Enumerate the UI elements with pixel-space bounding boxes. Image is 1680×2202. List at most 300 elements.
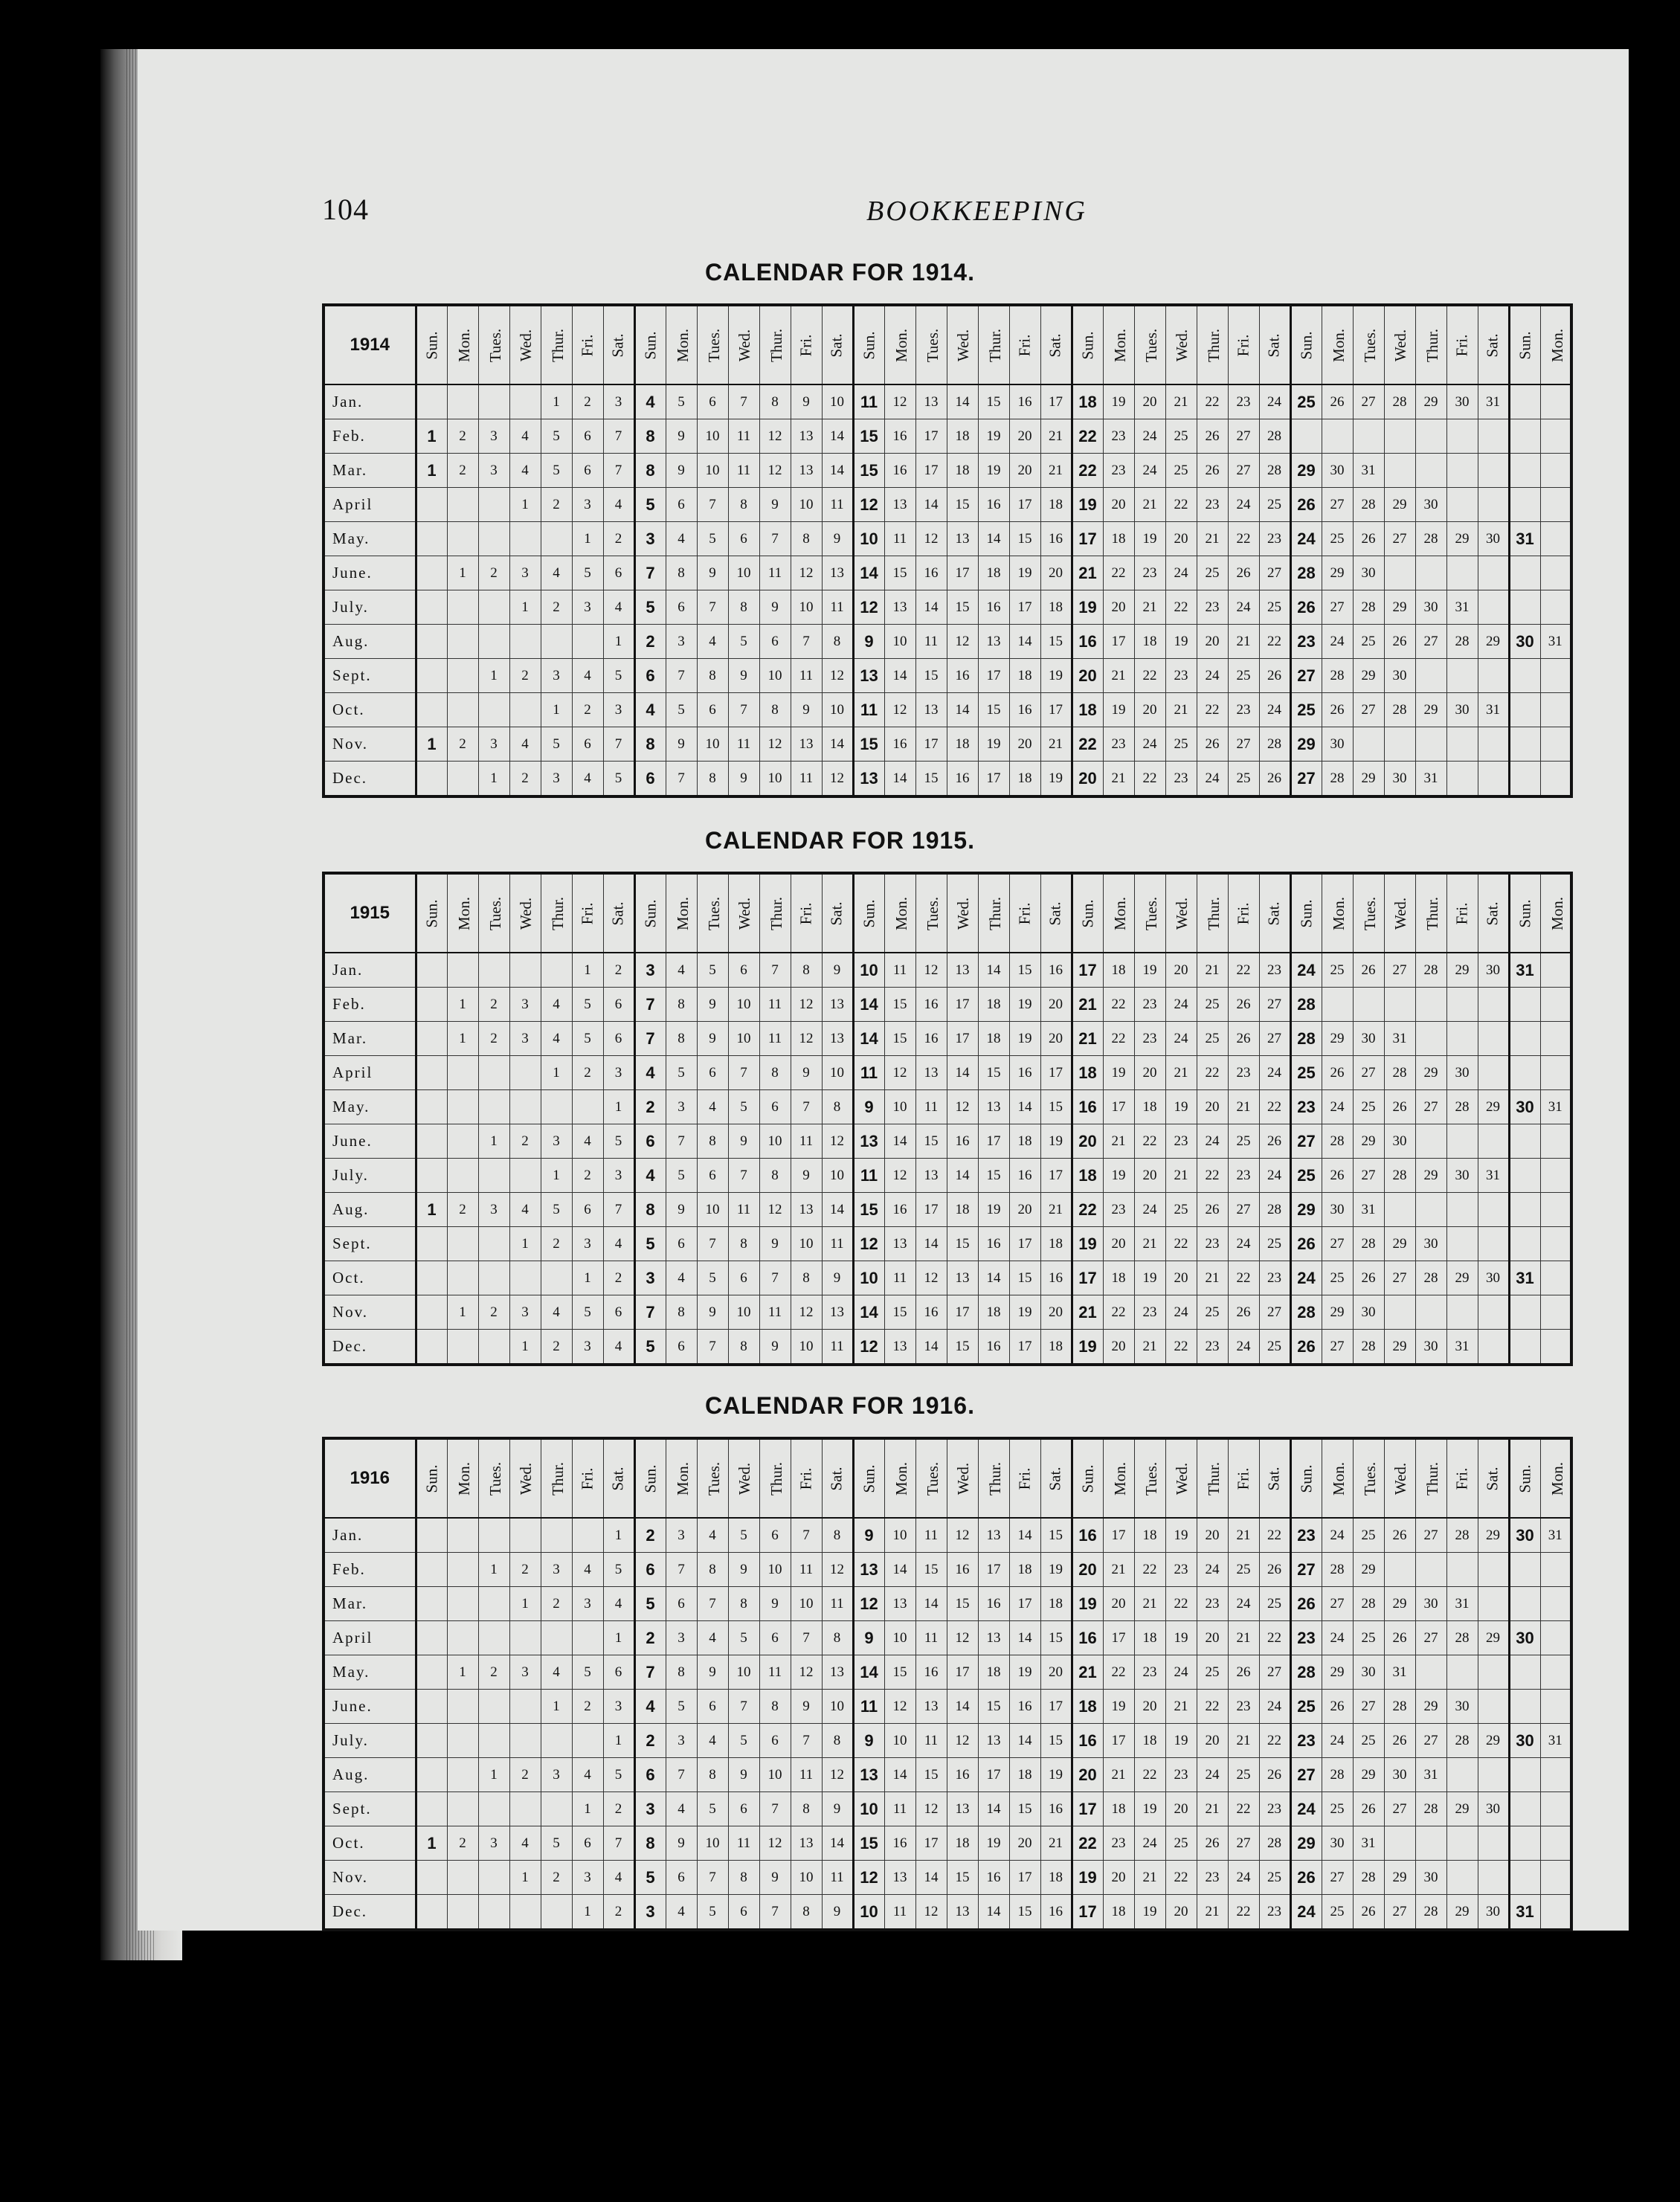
day-header	[572, 305, 603, 384]
day-cell: 23	[1259, 522, 1290, 556]
day-cell	[1415, 1553, 1446, 1587]
day-cell: 12	[915, 1261, 947, 1295]
day-cell: 13	[947, 953, 978, 988]
day-cell	[447, 1758, 478, 1792]
day-cell: 26	[1197, 419, 1228, 454]
day-header-label: Tues.	[923, 328, 942, 362]
day-cell: 24	[1197, 762, 1228, 797]
day-cell: 11	[915, 1090, 947, 1124]
day-cell	[1509, 488, 1540, 522]
day-cell: 24	[1290, 1261, 1322, 1295]
day-cell: 27	[1228, 1193, 1259, 1227]
day-cell	[509, 1621, 541, 1655]
day-header	[1009, 305, 1040, 384]
day-cell: 13	[791, 1193, 822, 1227]
day-cell: 5	[697, 1261, 728, 1295]
day-cell: 22	[1228, 1792, 1259, 1826]
day-cell: 23	[1165, 1553, 1197, 1587]
day-cell: 27	[1322, 1227, 1353, 1261]
day-cell	[416, 1227, 447, 1261]
day-cell: 13	[947, 1261, 978, 1295]
day-cell: 10	[759, 1553, 791, 1587]
day-cell: 18	[1103, 1261, 1134, 1295]
day-header	[447, 1438, 478, 1518]
day-cell: 20	[1040, 1295, 1072, 1330]
day-header	[603, 873, 634, 953]
calendar-table-1916	[322, 1437, 1573, 1931]
day-cell: 10	[728, 556, 759, 590]
day-cell: 19	[1009, 556, 1040, 590]
day-cell: 13	[915, 1056, 947, 1090]
day-cell: 8	[791, 1261, 822, 1295]
day-cell: 12	[822, 1124, 853, 1159]
day-cell	[509, 1792, 541, 1826]
day-cell: 30	[1415, 590, 1446, 625]
day-cell: 16	[1072, 1724, 1103, 1758]
day-cell: 5	[603, 1758, 634, 1792]
day-cell: 31	[1540, 1518, 1571, 1553]
day-cell	[416, 1621, 447, 1655]
day-cell: 7	[759, 953, 791, 988]
day-cell: 21	[1197, 522, 1228, 556]
day-cell: 6	[634, 1124, 666, 1159]
day-cell: 15	[915, 1124, 947, 1159]
day-cell: 22	[1165, 1861, 1197, 1895]
day-cell: 29	[1353, 762, 1384, 797]
day-cell: 14	[915, 1587, 947, 1621]
day-cell: 12	[853, 488, 884, 522]
day-cell: 12	[947, 1621, 978, 1655]
day-cell	[1446, 1553, 1478, 1587]
day-cell: 14	[1009, 1621, 1040, 1655]
day-cell: 20	[1072, 762, 1103, 797]
month-row	[324, 1724, 1571, 1758]
day-cell: 25	[1353, 625, 1384, 659]
day-cell: 8	[666, 556, 697, 590]
month-row	[324, 1895, 1571, 1931]
day-header	[1509, 873, 1540, 953]
day-cell: 26	[1353, 1261, 1384, 1295]
day-cell: 24	[1290, 1895, 1322, 1931]
day-cell: 12	[915, 1792, 947, 1826]
day-cell: 24	[1134, 419, 1165, 454]
day-cell: 25	[1165, 419, 1197, 454]
day-header	[884, 305, 915, 384]
day-header	[791, 305, 822, 384]
day-cell	[1540, 1792, 1571, 1826]
day-cell: 26	[1259, 1758, 1290, 1792]
day-cell: 11	[884, 1895, 915, 1931]
day-cell: 18	[978, 988, 1009, 1022]
day-cell: 13	[853, 659, 884, 693]
day-cell: 8	[634, 1193, 666, 1227]
day-cell	[1446, 1295, 1478, 1330]
day-cell	[1446, 1227, 1478, 1261]
day-cell: 21	[1134, 1227, 1165, 1261]
day-cell	[1540, 1295, 1571, 1330]
day-cell: 9	[791, 384, 822, 419]
day-cell: 2	[603, 953, 634, 988]
day-cell: 21	[1103, 659, 1134, 693]
day-cell: 19	[1072, 488, 1103, 522]
day-cell: 18	[1040, 590, 1072, 625]
month-label: Jan.	[324, 953, 416, 988]
day-cell: 26	[1353, 953, 1384, 988]
day-header	[1446, 305, 1478, 384]
day-cell: 16	[1040, 1261, 1072, 1295]
day-cell: 2	[509, 1124, 541, 1159]
day-cell: 9	[666, 1193, 697, 1227]
day-cell: 27	[1353, 693, 1384, 727]
day-cell: 9	[853, 1090, 884, 1124]
day-cell	[572, 625, 603, 659]
day-cell: 8	[728, 1587, 759, 1621]
day-cell	[1509, 1330, 1540, 1365]
day-header-label: Sun.	[1297, 1464, 1315, 1493]
day-cell: 19	[978, 454, 1009, 488]
day-header-label: Sun.	[1297, 331, 1315, 359]
day-cell: 5	[541, 454, 572, 488]
day-cell: 27	[1353, 1056, 1384, 1090]
day-cell: 20	[1197, 1090, 1228, 1124]
day-header-label: Wed.	[1172, 1462, 1191, 1495]
day-cell: 15	[978, 1690, 1009, 1724]
day-cell: 12	[853, 1861, 884, 1895]
day-cell: 3	[478, 1193, 509, 1227]
day-cell: 18	[1072, 1056, 1103, 1090]
day-cell: 21	[1072, 988, 1103, 1022]
day-cell	[1540, 1330, 1571, 1365]
day-cell: 12	[759, 419, 791, 454]
day-cell: 14	[822, 419, 853, 454]
day-cell: 19	[1009, 1022, 1040, 1056]
day-cell: 13	[791, 454, 822, 488]
day-cell: 1	[572, 1792, 603, 1826]
day-cell: 6	[666, 488, 697, 522]
day-cell: 2	[541, 1587, 572, 1621]
day-header-label: Mon.	[892, 896, 910, 930]
day-cell: 23	[1290, 1518, 1322, 1553]
day-cell: 6	[728, 1792, 759, 1826]
day-header-label: Sat.	[609, 332, 627, 358]
month-label: June.	[324, 556, 416, 590]
day-header-label: Thur.	[1423, 896, 1441, 930]
day-header-label: Sun.	[422, 1464, 440, 1493]
day-cell: 21	[1165, 384, 1197, 419]
day-cell	[541, 1090, 572, 1124]
day-cell: 6	[634, 659, 666, 693]
day-cell: 9	[759, 1227, 791, 1261]
day-cell	[1509, 1792, 1540, 1826]
day-cell: 25	[1290, 1159, 1322, 1193]
day-cell: 16	[978, 488, 1009, 522]
day-cell: 4	[541, 1022, 572, 1056]
day-cell: 4	[572, 1553, 603, 1587]
day-cell: 21	[1197, 1895, 1228, 1931]
day-cell: 28	[1353, 488, 1384, 522]
month-row	[324, 659, 1571, 693]
day-cell: 30	[1478, 1895, 1509, 1931]
day-header-label: Wed.	[1391, 897, 1409, 930]
day-cell: 14	[884, 1758, 915, 1792]
day-cell: 7	[791, 1724, 822, 1758]
day-cell: 2	[541, 590, 572, 625]
day-cell: 31	[1540, 1724, 1571, 1758]
day-header-label: Wed.	[1172, 897, 1191, 930]
day-cell: 30	[1415, 1330, 1446, 1365]
day-cell: 3	[666, 1724, 697, 1758]
day-header-label: Sat.	[1265, 1466, 1283, 1491]
day-header-label: Fri.	[1015, 1467, 1034, 1490]
day-cell: 20	[1009, 727, 1040, 762]
day-cell: 8	[666, 1655, 697, 1690]
day-cell: 11	[884, 522, 915, 556]
day-cell: 16	[915, 556, 947, 590]
day-cell: 3	[603, 693, 634, 727]
day-cell: 12	[947, 1724, 978, 1758]
day-cell: 14	[853, 1655, 884, 1690]
day-cell	[509, 1261, 541, 1295]
day-cell: 19	[1134, 1792, 1165, 1826]
day-cell: 17	[915, 419, 947, 454]
day-cell: 24	[1228, 1587, 1259, 1621]
day-cell: 2	[541, 1861, 572, 1895]
day-cell: 3	[603, 384, 634, 419]
day-cell: 31	[1384, 1655, 1415, 1690]
day-cell: 23	[1197, 1587, 1228, 1621]
day-cell: 22	[1165, 1587, 1197, 1621]
day-cell: 28	[1259, 419, 1290, 454]
day-header-label: Thur.	[767, 1461, 785, 1496]
day-cell: 11	[915, 1621, 947, 1655]
day-cell: 5	[634, 590, 666, 625]
day-cell: 19	[1134, 1261, 1165, 1295]
day-cell: 15	[978, 1056, 1009, 1090]
day-cell: 29	[1446, 1895, 1478, 1931]
day-cell: 14	[853, 988, 884, 1022]
day-cell: 13	[822, 1295, 853, 1330]
day-header	[1478, 1438, 1509, 1518]
day-cell: 10	[791, 1227, 822, 1261]
day-cell: 27	[1259, 556, 1290, 590]
day-cell: 10	[884, 1090, 915, 1124]
day-cell: 27	[1290, 1553, 1322, 1587]
day-header	[1259, 873, 1290, 953]
day-header-label: Tues.	[704, 328, 723, 362]
day-cell: 22	[1165, 488, 1197, 522]
day-cell: 8	[697, 1553, 728, 1587]
day-header	[1509, 305, 1540, 384]
day-cell: 31	[1384, 1022, 1415, 1056]
day-cell	[416, 1518, 447, 1553]
day-cell: 5	[666, 1159, 697, 1193]
day-cell: 28	[1384, 384, 1415, 419]
day-cell: 8	[634, 727, 666, 762]
day-cell: 24	[1197, 1758, 1228, 1792]
day-header	[666, 1438, 697, 1518]
day-cell	[416, 1724, 447, 1758]
month-label: Aug.	[324, 1193, 416, 1227]
day-cell: 9	[822, 1895, 853, 1931]
day-header-label: Tues.	[1360, 1461, 1379, 1496]
day-cell: 19	[1009, 988, 1040, 1022]
day-header-label: Mon.	[1110, 1461, 1129, 1496]
day-cell: 26	[1197, 1193, 1228, 1227]
day-cell: 3	[572, 1330, 603, 1365]
day-cell: 1	[509, 1587, 541, 1621]
day-cell: 8	[759, 1159, 791, 1193]
day-cell: 21	[1103, 1553, 1134, 1587]
month-row	[324, 488, 1571, 522]
month-label: Feb.	[324, 419, 416, 454]
day-cell: 29	[1446, 522, 1478, 556]
day-cell	[572, 1090, 603, 1124]
day-cell: 25	[1228, 659, 1259, 693]
month-row	[324, 1758, 1571, 1792]
day-header-label: Wed.	[953, 1462, 972, 1495]
day-cell	[478, 1792, 509, 1826]
day-cell: 16	[1009, 1159, 1040, 1193]
day-header	[1415, 305, 1446, 384]
day-cell: 30	[1478, 1792, 1509, 1826]
day-cell: 11	[822, 1227, 853, 1261]
day-cell: 10	[697, 1193, 728, 1227]
day-cell: 19	[978, 1826, 1009, 1861]
day-cell: 31	[1478, 693, 1509, 727]
day-cell: 10	[697, 454, 728, 488]
day-cell	[1509, 419, 1540, 454]
month-label: Aug.	[324, 625, 416, 659]
day-cell: 1	[416, 1826, 447, 1861]
month-row	[324, 1056, 1571, 1090]
day-cell	[1478, 659, 1509, 693]
day-cell: 6	[572, 1826, 603, 1861]
day-cell: 21	[1165, 1690, 1197, 1724]
day-header-label: Wed.	[1391, 1462, 1409, 1495]
day-cell: 8	[697, 762, 728, 797]
day-cell: 15	[1009, 953, 1040, 988]
day-cell: 20	[1134, 693, 1165, 727]
day-cell: 31	[1446, 590, 1478, 625]
day-cell: 13	[915, 1159, 947, 1193]
day-header-label: Thur.	[548, 1461, 567, 1496]
day-cell	[1446, 556, 1478, 590]
day-cell: 25	[1259, 590, 1290, 625]
day-header-label: Tues.	[923, 1461, 942, 1496]
day-cell: 7	[603, 1193, 634, 1227]
day-cell	[478, 1330, 509, 1365]
day-cell	[1540, 1193, 1571, 1227]
day-cell: 26	[1228, 1022, 1259, 1056]
day-cell: 10	[759, 1124, 791, 1159]
day-cell: 26	[1290, 590, 1322, 625]
day-cell: 25	[1353, 1621, 1384, 1655]
day-header-label: Sun.	[1516, 899, 1533, 927]
day-cell	[1478, 1193, 1509, 1227]
day-cell: 31	[1540, 1090, 1571, 1124]
day-cell: 2	[634, 1621, 666, 1655]
day-cell: 29	[1290, 1193, 1322, 1227]
day-cell	[447, 1792, 478, 1826]
day-cell: 17	[978, 1124, 1009, 1159]
day-cell: 5	[634, 1330, 666, 1365]
day-cell	[509, 1724, 541, 1758]
day-cell	[416, 1330, 447, 1365]
day-cell: 8	[822, 1621, 853, 1655]
day-cell: 11	[853, 1056, 884, 1090]
day-cell: 23	[1197, 488, 1228, 522]
day-cell: 4	[697, 625, 728, 659]
day-cell: 11	[728, 419, 759, 454]
day-cell: 14	[1009, 1724, 1040, 1758]
day-cell: 2	[447, 1193, 478, 1227]
day-cell: 1	[478, 659, 509, 693]
day-cell: 13	[853, 762, 884, 797]
day-cell: 12	[853, 590, 884, 625]
month-row	[324, 1690, 1571, 1724]
day-cell	[1540, 454, 1571, 488]
day-cell: 2	[572, 1690, 603, 1724]
day-cell: 16	[915, 1655, 947, 1690]
day-cell	[1415, 556, 1446, 590]
day-cell	[1478, 1330, 1509, 1365]
day-cell: 14	[915, 1330, 947, 1365]
day-header-label: Thur.	[1204, 1461, 1223, 1496]
day-cell: 29	[1322, 1022, 1353, 1056]
day-cell: 11	[759, 1022, 791, 1056]
day-cell: 11	[884, 1792, 915, 1826]
day-cell: 23	[1134, 1655, 1165, 1690]
day-cell: 31	[1353, 1826, 1384, 1861]
day-cell: 17	[1009, 1330, 1040, 1365]
day-cell: 16	[978, 1861, 1009, 1895]
day-cell: 7	[634, 1022, 666, 1056]
day-header-label: Sun.	[422, 331, 440, 359]
day-cell: 22	[1072, 1193, 1103, 1227]
day-cell: 8	[728, 1227, 759, 1261]
day-cell	[478, 953, 509, 988]
day-cell: 19	[1103, 1159, 1134, 1193]
month-label: Mar.	[324, 1587, 416, 1621]
day-cell: 11	[853, 693, 884, 727]
day-cell: 30	[1415, 1861, 1446, 1895]
day-cell: 25	[1290, 1056, 1322, 1090]
day-cell: 3	[541, 1124, 572, 1159]
day-header	[416, 1438, 447, 1518]
day-cell: 16	[1040, 1895, 1072, 1931]
day-cell: 18	[1103, 1792, 1134, 1826]
day-cell: 9	[822, 522, 853, 556]
day-cell: 20	[1072, 1124, 1103, 1159]
day-cell	[1322, 988, 1353, 1022]
month-label: Nov.	[324, 727, 416, 762]
day-cell: 4	[634, 693, 666, 727]
day-cell: 12	[853, 1587, 884, 1621]
day-cell	[416, 625, 447, 659]
day-cell	[1540, 419, 1571, 454]
day-cell: 8	[791, 953, 822, 988]
day-cell: 28	[1290, 988, 1322, 1022]
day-cell: 6	[666, 1587, 697, 1621]
month-label: Jan.	[324, 1518, 416, 1553]
day-cell: 13	[791, 727, 822, 762]
day-cell: 1	[541, 1690, 572, 1724]
day-cell: 22	[1197, 1690, 1228, 1724]
day-cell: 30	[1446, 1159, 1478, 1193]
day-cell: 8	[822, 1090, 853, 1124]
day-header	[915, 305, 947, 384]
day-cell: 27	[1290, 762, 1322, 797]
